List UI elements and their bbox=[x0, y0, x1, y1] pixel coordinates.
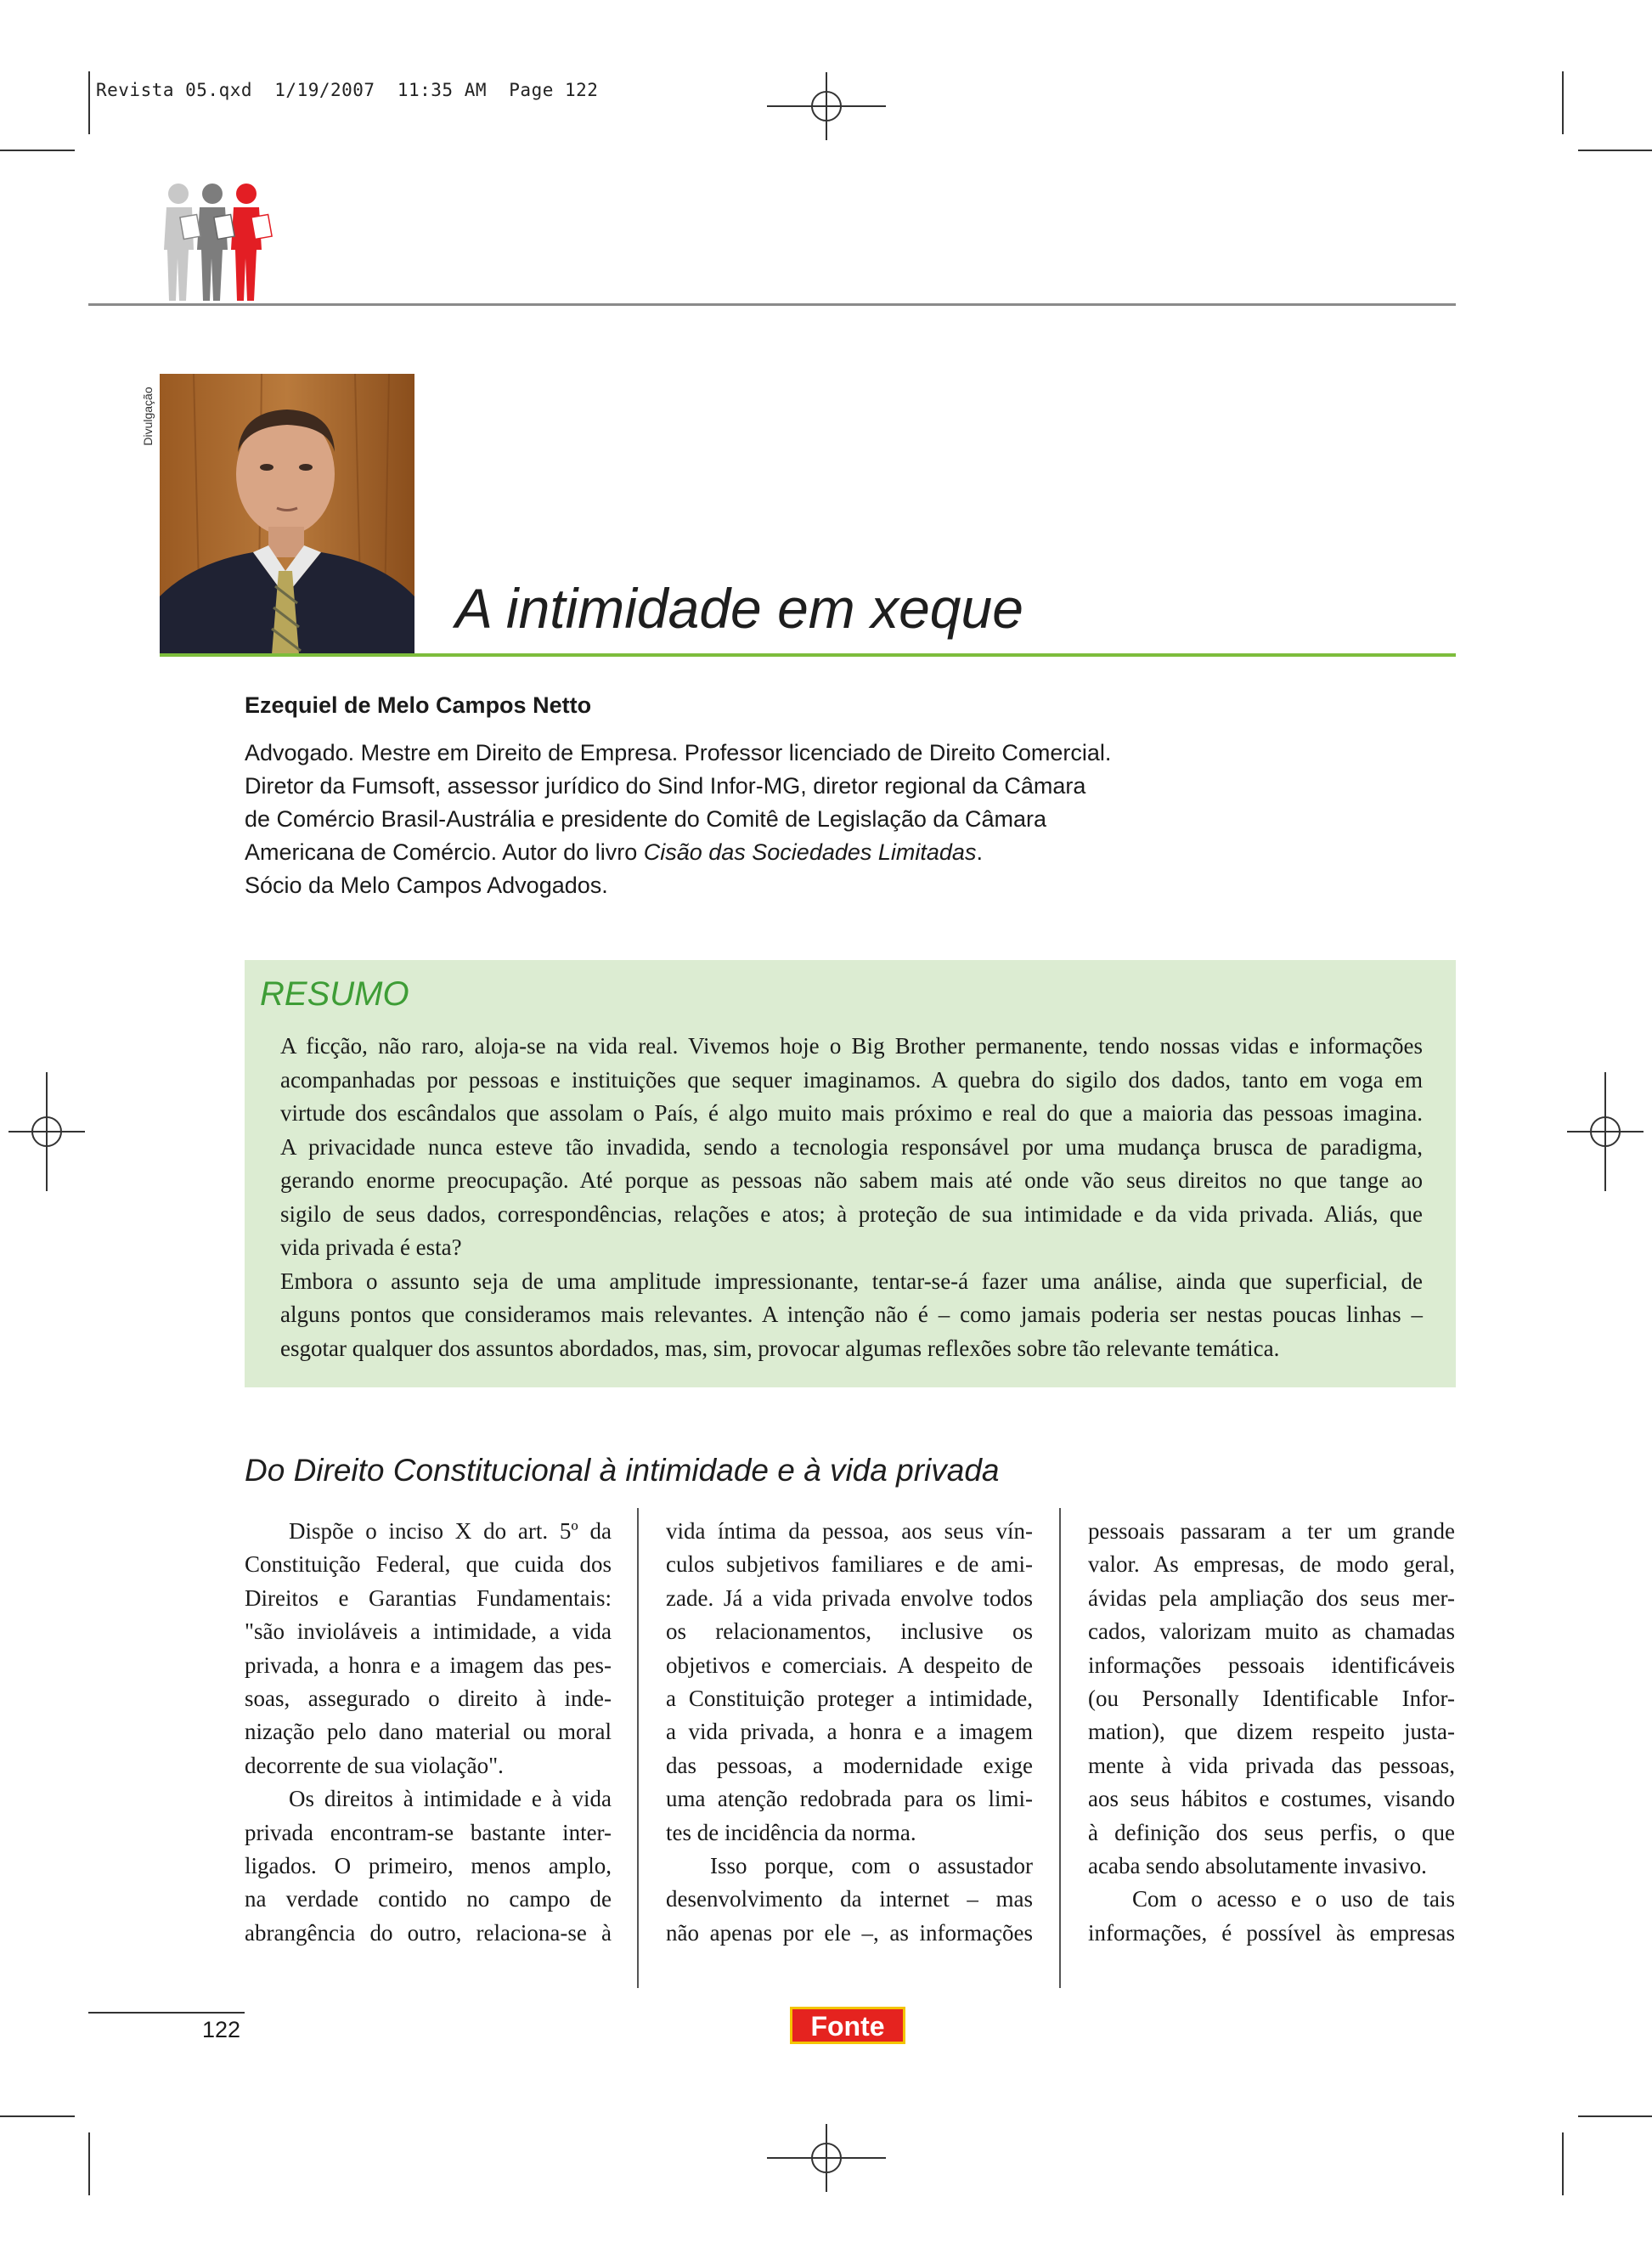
footer-rule bbox=[88, 2012, 245, 2014]
print-slug: Revista 05.qxd 1/19/2007 11:35 AM Page 122 bbox=[96, 80, 599, 100]
column-line: ávidas pela ampliação dos seus mer- bbox=[1088, 1584, 1455, 1611]
column-line: pessoais passaram a ter um grande bbox=[1088, 1518, 1455, 1544]
column-line: Com o acesso e o uso de tais bbox=[1132, 1886, 1455, 1912]
bio-line: Sócio da Melo Campos Advogados. bbox=[245, 873, 608, 898]
column-line: aos seus hábitos e costumes, visando bbox=[1088, 1786, 1455, 1812]
column-line: uma atenção redobrada para os limi- bbox=[666, 1786, 1033, 1812]
summary-line: A ficção, não raro, aloja-se na vida real. Vivemos hoje o Big Brother permanente, tendo nossas vidas e informações bbox=[280, 1033, 1423, 1059]
column-line: mente à vida privada das pessoas, bbox=[1088, 1752, 1455, 1778]
summary-line: A privacidade nunca esteve tão invadida, sendo a tecnologia responsável por uma mudança brusca de paradigma, bbox=[280, 1133, 1423, 1160]
crop-mark bbox=[1562, 71, 1564, 134]
crop-mark bbox=[88, 71, 90, 134]
column-line: das pessoas, a modernidade exige bbox=[666, 1752, 1033, 1778]
registration-mark-left bbox=[8, 1072, 85, 1191]
summary-line: virtude dos escândalos que assolam o País, é algo muito mais próximo e real do que a maioria das pessoas imagina. bbox=[280, 1100, 1423, 1126]
registration-mark-top bbox=[767, 72, 886, 140]
column-line: ligados. O primeiro, menos amplo, bbox=[245, 1853, 612, 1879]
title-rule bbox=[160, 653, 1456, 657]
summary-heading: RESUMO bbox=[260, 975, 409, 1013]
column-line: culos subjetivos familiares e de ami- bbox=[666, 1551, 1033, 1578]
column-line: desenvolvimento da internet – mas bbox=[666, 1886, 1033, 1912]
bio-line: Advogado. Mestre em Direito de Empresa. Professor licenciado de Direito Comercial. bbox=[245, 740, 1112, 765]
logo-text: Fonte bbox=[810, 2011, 885, 2042]
registration-mark-bottom bbox=[767, 2124, 886, 2192]
column-line: na verdade contido no campo de bbox=[245, 1886, 612, 1912]
column-line: objetivos e comerciais. A despeito de bbox=[666, 1652, 1033, 1678]
column-line: vida íntima da pessoa, aos seus vín- bbox=[666, 1518, 1033, 1544]
column-line: soas, assegurado o direito à inde- bbox=[245, 1686, 612, 1712]
column-line: Direitos e Garantias Fundamentais: bbox=[245, 1584, 612, 1611]
column-line: zade. Já a vida privada envolve todos bbox=[666, 1584, 1033, 1611]
publication-logo bbox=[790, 2007, 905, 2044]
summary-line: Embora o assunto seja de uma amplitude impressionante, tentar-se-á fazer uma análise, ainda que superficial, de bbox=[280, 1268, 1423, 1294]
column-line: mation), que dizem respeito justa- bbox=[1088, 1719, 1455, 1745]
column-line: decorrente de sua violação". bbox=[245, 1752, 504, 1778]
crop-mark bbox=[1578, 2115, 1652, 2117]
author-bio bbox=[245, 737, 1332, 902]
bio-line bbox=[245, 836, 1332, 869]
photo-credit-text: Divulgação bbox=[141, 387, 155, 446]
bio-line: de Comércio Brasil-Austrália e presidente do Comitê de Legislação da Câmara bbox=[245, 806, 1046, 832]
summary-line: gerando enorme preocupação. Até porque as pessoas não sabem mais até onde vão seus direitos no que tange ao bbox=[280, 1167, 1423, 1193]
text-column-2 bbox=[666, 1515, 1033, 1950]
column-line: Dispõe o inciso X do art. 5º da bbox=[289, 1518, 612, 1544]
column-line: (ou Personally Identificable Infor- bbox=[1088, 1686, 1455, 1712]
bio-line: Diretor da Fumsoft, assessor jurídico do Sind Infor-MG, diretor regional da Câmara bbox=[245, 773, 1086, 799]
crop-mark bbox=[0, 2115, 75, 2117]
column-line: informações pessoais identificáveis bbox=[1088, 1652, 1455, 1678]
summary-line: acompanhadas por pessoas e instituições que sequer imaginamos. A quebra do sigilo dos dados, tanto em voga em bbox=[280, 1066, 1423, 1093]
section-heading: Do Direito Constitucional à intimidade e à vida privada bbox=[245, 1453, 1000, 1488]
author-name: Ezequiel de Melo Campos Netto bbox=[245, 692, 592, 718]
text-column-3 bbox=[1088, 1515, 1455, 1950]
column-line: Os direitos à intimidade e à vida bbox=[289, 1786, 612, 1812]
column-line: abrangência do outro, relaciona-se à bbox=[245, 1919, 612, 1946]
column-line: informações, é possível às empresas bbox=[1088, 1919, 1455, 1946]
column-line: acaba sendo absolutamente invasivo. bbox=[1088, 1853, 1427, 1879]
column-line: cados, valorizam muito as chamadas bbox=[1088, 1618, 1455, 1645]
column-divider bbox=[637, 1508, 639, 1988]
book-title: Cisão das Sociedades Limitadas bbox=[643, 839, 977, 865]
article-title: A intimidade em xeque bbox=[455, 577, 1023, 640]
summary-line: alguns pontos que consideramos mais relevantes. A intenção não é – como jamais poderia ser nestas poucas linhas – bbox=[280, 1302, 1423, 1327]
column-line: nização pelo dano material ou moral bbox=[245, 1719, 612, 1745]
crop-mark bbox=[0, 150, 75, 151]
column-line: Isso porque, com o assustador bbox=[710, 1853, 1033, 1879]
crop-mark bbox=[1578, 150, 1652, 151]
crop-mark bbox=[1562, 2132, 1564, 2195]
summary-text bbox=[280, 1030, 1423, 1365]
header-rule bbox=[88, 303, 1456, 306]
summary-line: esgotar qualquer dos assuntos abordados, mas, sim, provocar algumas reflexões sobre tão relevante temática. bbox=[280, 1335, 1280, 1361]
page-number: 122 bbox=[202, 2017, 241, 2042]
crop-mark bbox=[88, 2132, 90, 2195]
summary-line: sigilo de seus dados, correspondências, relações e atos; à proteção de sua intimidade e da vida privada. Aliás, que bbox=[280, 1200, 1423, 1227]
column-line: Constituição Federal, que cuida dos bbox=[245, 1551, 612, 1578]
author-photo bbox=[160, 374, 414, 654]
text-column-1 bbox=[245, 1515, 612, 1950]
summary-line: vida privada é esta? bbox=[280, 1234, 462, 1260]
column-line: os relacionamentos, inclusive os bbox=[666, 1618, 1033, 1645]
column-line: "são invioláveis a intimidade, a vida bbox=[245, 1618, 612, 1645]
column-line: privada encontram-se bastante inter- bbox=[245, 1819, 612, 1845]
people-icon bbox=[160, 182, 287, 306]
column-divider bbox=[1059, 1508, 1061, 1988]
bio-text: . bbox=[976, 839, 983, 865]
column-line: à definição dos seus perfis, o que bbox=[1088, 1819, 1455, 1845]
column-line: valor. As empresas, de modo geral, bbox=[1088, 1551, 1455, 1578]
registration-mark-right bbox=[1567, 1072, 1644, 1191]
column-line: tes de incidência da norma. bbox=[666, 1819, 916, 1845]
column-line: a Constituição proteger a intimidade, bbox=[666, 1686, 1033, 1712]
column-line: não apenas por ele –, as informações bbox=[666, 1919, 1033, 1946]
bio-text: Americana de Comércio. Autor do livro bbox=[245, 839, 644, 865]
column-line: privada, a honra e a imagem das pes- bbox=[245, 1652, 612, 1678]
column-line: a vida privada, a honra e a imagem bbox=[666, 1719, 1033, 1745]
photo-credit bbox=[138, 374, 157, 459]
